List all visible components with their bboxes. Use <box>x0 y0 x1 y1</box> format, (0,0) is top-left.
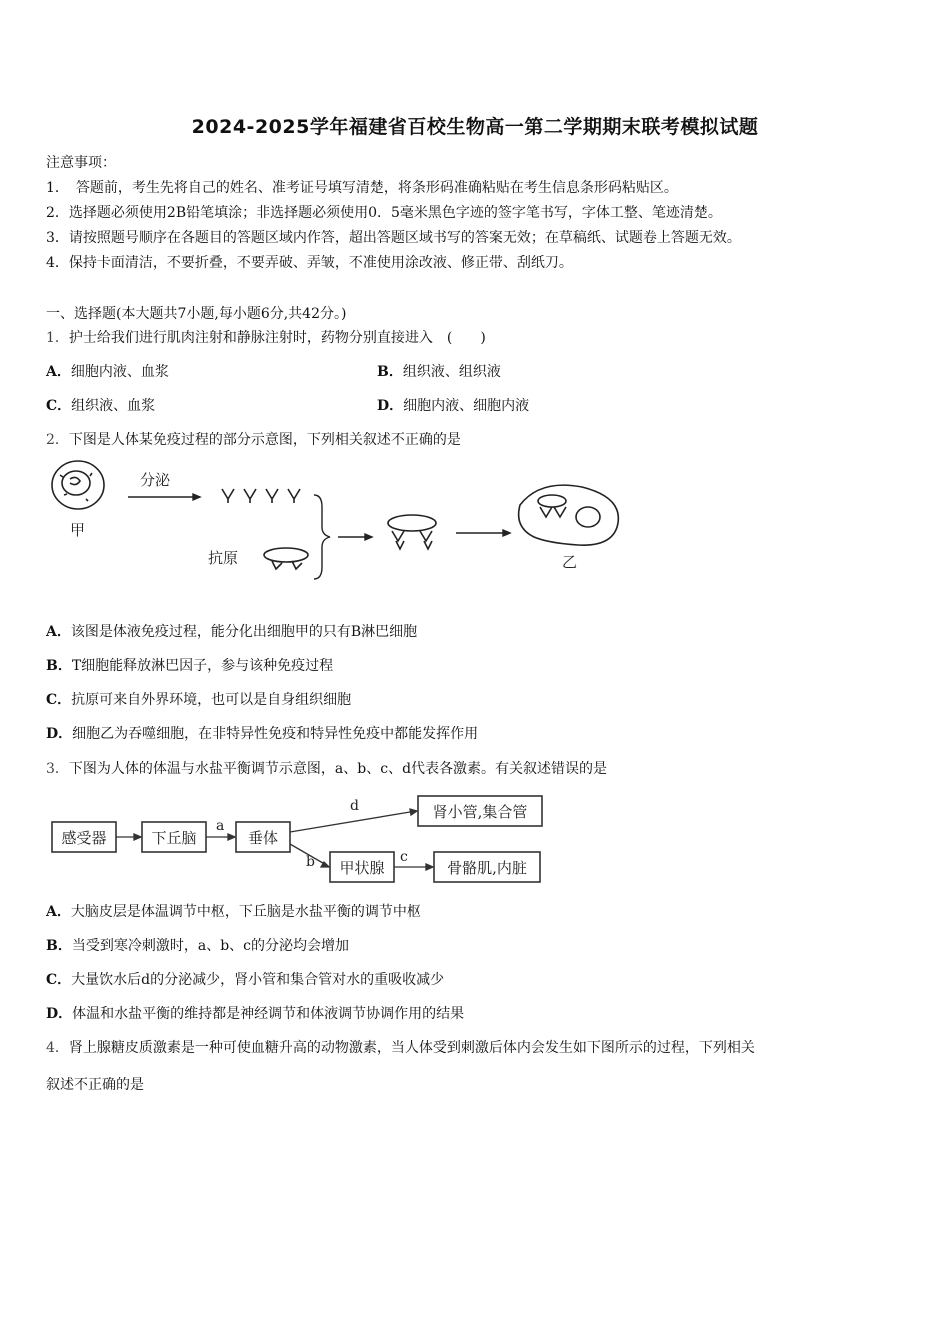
question-stem: 下图为人体的体温与水盐平衡调节示意图，a、b、c、d代表各激素。有关叙述错误的是 <box>68 761 608 777</box>
notice-item: 3．请按照题号顺序在各题目的答题区域内作答，超出答题区域书写的答案无效；在草稿纸、试题卷上答题无效。 <box>46 230 741 246</box>
cell-jia-icon <box>52 461 104 509</box>
antigen-icon <box>264 548 308 569</box>
option-b: B．T细胞能释放淋巴因子，参与该种免疫过程 <box>46 658 334 674</box>
arrow-icon <box>456 530 510 536</box>
hormone-label-a: a <box>216 818 225 834</box>
notice-item: 2．选择题必须使用2B铅笔填涂；非选择题必须使用0．5毫米黑色字迹的签字笔书写，字体工整、笔迹清楚。 <box>46 205 722 221</box>
section-heading: 一、选择题(本大题共7小题,每小题6分,共42分。) <box>46 306 347 322</box>
page-title: 2024-2025学年福建省百校生物高一第二学期期末联考模拟试题 <box>191 116 759 138</box>
label-yi: 乙 <box>562 553 578 571</box>
option-d: D．细胞乙为吞噬细胞，在非特异性免疫和特异性免疫中都能发挥作用 <box>46 726 479 742</box>
option-c: C．大量饮水后d的分泌减少，肾小管和集合管对水的重吸收减少 <box>46 972 445 988</box>
option-c: C．抗原可来自外界环境，也可以是自身组织细胞 <box>46 692 352 708</box>
question-1 <box>46 327 486 347</box>
notice-item: 4．保持卡面清洁，不要折叠，不要弄破、弄皱，不准使用涂改液、修正带、刮纸刀。 <box>46 255 573 271</box>
question-number: 3． <box>46 761 69 777</box>
regulation-flow-figure <box>48 790 548 890</box>
option-d: D．体温和水盐平衡的维持都是神经调节和体液调节协调作用的结果 <box>46 1006 465 1022</box>
hormone-label-d: d <box>350 798 359 814</box>
complex-icon <box>388 515 436 549</box>
box-label: 感受器 <box>61 829 107 847</box>
arrow-icon <box>338 534 372 540</box>
notice-item: 1． 答题前，考生先将自己的姓名、准考证号填写清楚，将条形码准确粘贴在考生信息条形码粘贴区。 <box>46 180 678 196</box>
option-a: A．细胞内液、血浆 <box>46 364 169 380</box>
option-a: A．大脑皮层是体温调节中枢，下丘脑是水盐平衡的调节中枢 <box>46 904 421 920</box>
label-jia: 甲 <box>70 521 86 539</box>
question-4 <box>46 1037 755 1057</box>
box-label: 垂体 <box>247 829 279 847</box>
question-2 <box>46 429 461 449</box>
immune-process-figure <box>40 455 640 585</box>
option-d: D．细胞内液、细胞内液 <box>377 398 530 414</box>
hormone-label-b: b <box>306 854 315 870</box>
question-number: 4． <box>46 1040 69 1056</box>
box-label: 甲状腺 <box>339 859 385 877</box>
label-antigen: 抗原 <box>208 549 239 567</box>
question-number: 2． <box>46 432 69 448</box>
question-stem: 下图是人体某免疫过程的部分示意图，下列相关叙述不正确的是 <box>68 432 461 448</box>
question-3 <box>46 758 607 778</box>
box-label: 下丘脑 <box>151 829 197 847</box>
notice-heading: 注意事项： <box>46 155 116 171</box>
cell-yi-icon <box>519 485 619 545</box>
question-number: 1． <box>46 330 69 346</box>
question-stem: 护士给我们进行肌肉注射和静脉注射时，药物分别直接进入 ( ) <box>68 330 486 346</box>
label-secrete: 分泌 <box>140 471 171 489</box>
option-a: A．该图是体液免疫过程，能分化出细胞甲的只有B淋巴细胞 <box>46 624 418 640</box>
question-4-continued: 叙述不正确的是 <box>46 1077 144 1093</box>
hormone-label-c: c <box>400 849 408 865</box>
option-b: B．组织液、组织液 <box>377 364 501 380</box>
arrow-icon <box>128 494 200 500</box>
brace-icon <box>314 495 330 579</box>
question-stem: 肾上腺糖皮质激素是一种可使血糖升高的动物激素，当人体受到刺激后体内会发生如下图所示的过程，下列相关 <box>68 1040 755 1056</box>
antibody-icon <box>222 489 300 503</box>
box-label: 骨骼肌,内脏 <box>447 859 527 877</box>
box-label: 肾小管,集合管 <box>432 803 528 821</box>
option-c: C．组织液、血浆 <box>46 398 156 414</box>
option-b: B．当受到寒冷刺激时，a、b、c的分泌均会增加 <box>46 938 349 954</box>
